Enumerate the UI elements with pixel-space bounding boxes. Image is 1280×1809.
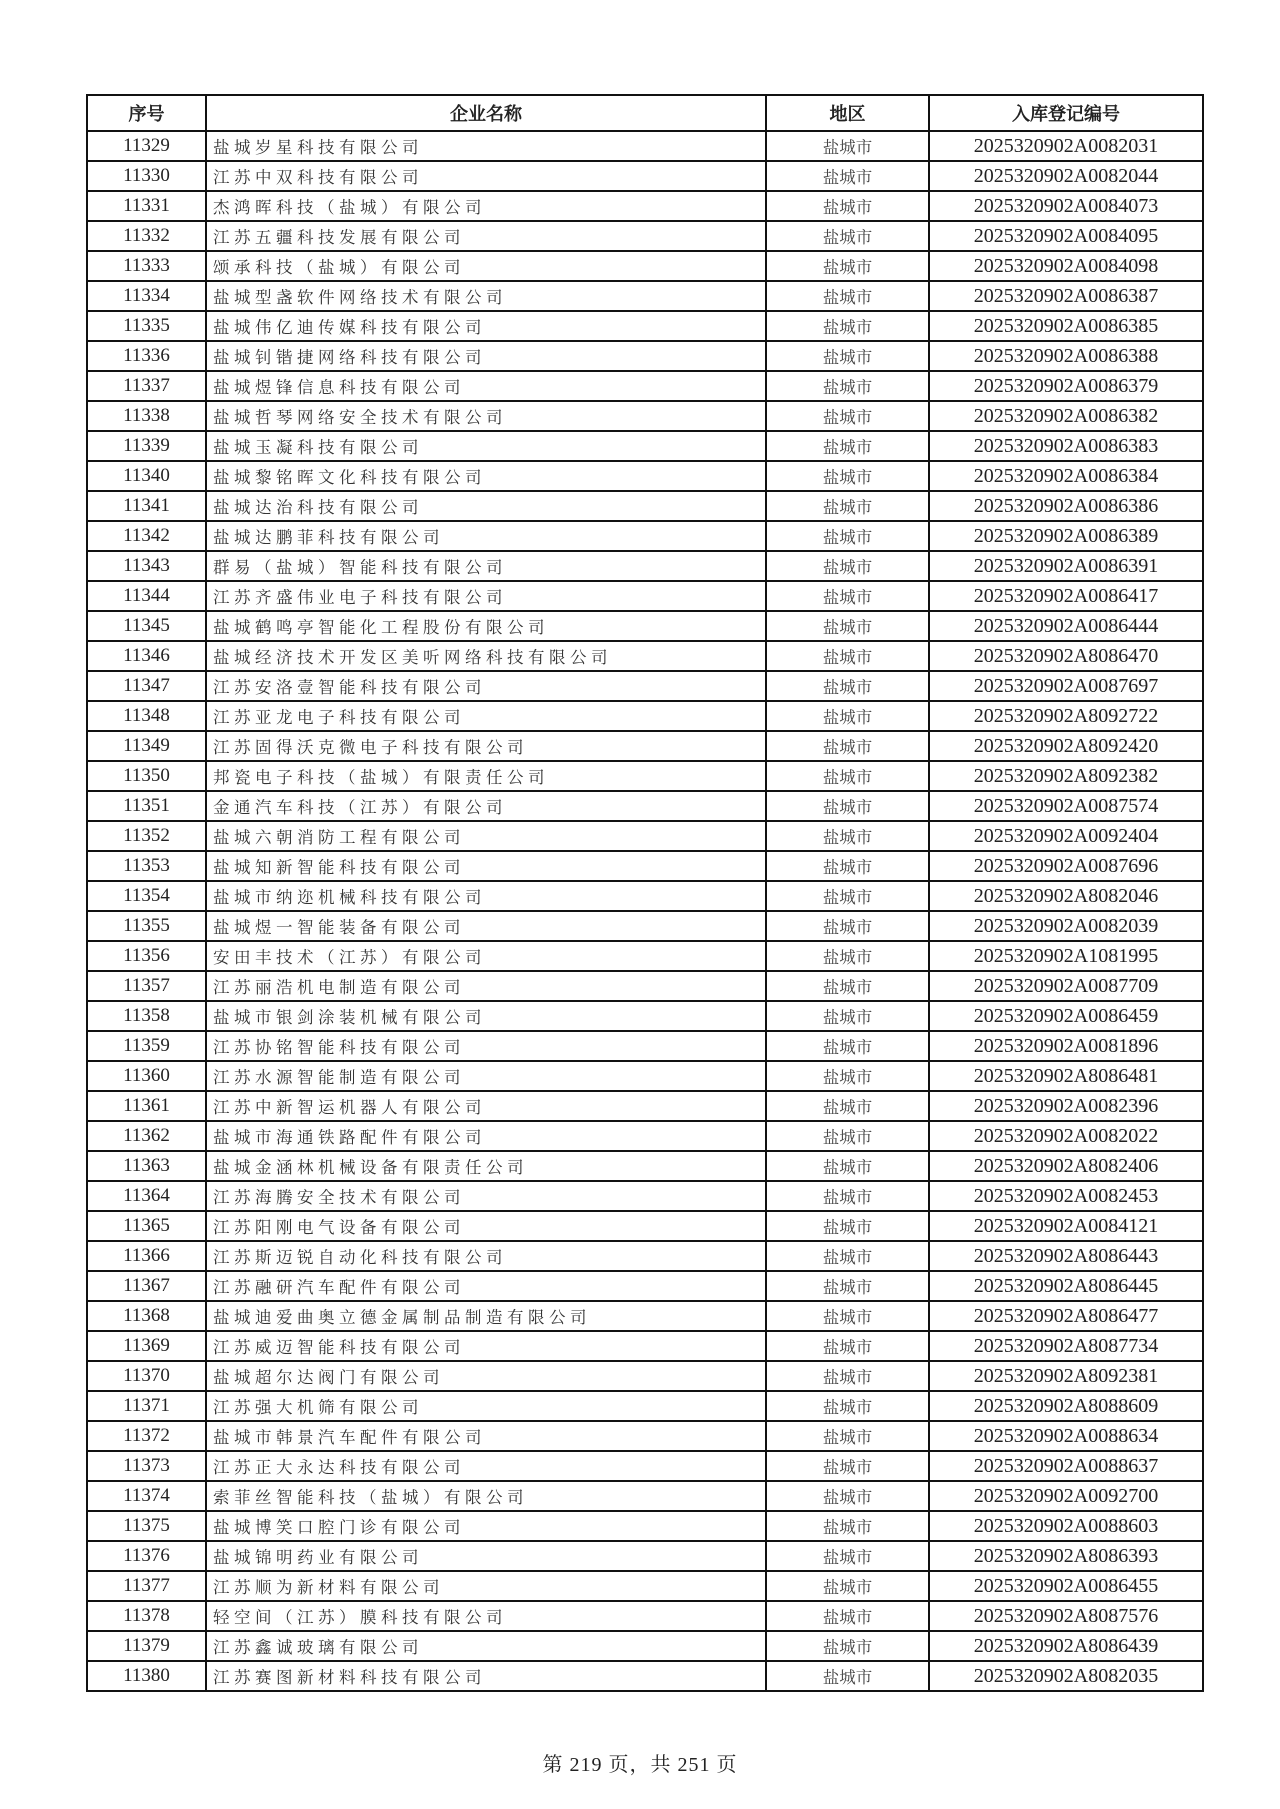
registration-number: 2025320902A0082039 (929, 911, 1203, 941)
company-name: 盐城玉凝科技有限公司 (206, 431, 766, 461)
row-index: 11360 (87, 1061, 206, 1091)
table-row (87, 1331, 1203, 1361)
region: 盐城市 (766, 671, 929, 701)
region: 盐城市 (766, 461, 929, 491)
table-row (87, 1541, 1203, 1571)
registration-number: 2025320902A8086439 (929, 1631, 1203, 1661)
company-name: 盐城锦明药业有限公司 (206, 1541, 766, 1571)
company-name: 盐城伟亿迪传媒科技有限公司 (206, 311, 766, 341)
registration-number: 2025320902A0082044 (929, 161, 1203, 191)
registration-number: 2025320902A0086459 (929, 1001, 1203, 1031)
region: 盐城市 (766, 431, 929, 461)
table-row (87, 611, 1203, 641)
table-row (87, 1301, 1203, 1331)
table-row (87, 1061, 1203, 1091)
region: 盐城市 (766, 1361, 929, 1391)
row-index: 11375 (87, 1511, 206, 1541)
table-row (87, 1091, 1203, 1121)
region: 盐城市 (766, 251, 929, 281)
region: 盐城市 (766, 551, 929, 581)
registration-number: 2025320902A8082035 (929, 1661, 1203, 1691)
region: 盐城市 (766, 1421, 929, 1451)
registration-number: 2025320902A0086385 (929, 311, 1203, 341)
registration-number: 2025320902A0092404 (929, 821, 1203, 851)
company-name: 江苏强大机筛有限公司 (206, 1391, 766, 1421)
table-row (87, 641, 1203, 671)
row-index: 11336 (87, 341, 206, 371)
table-row (87, 401, 1203, 431)
region: 盐城市 (766, 521, 929, 551)
registration-number: 2025320902A8086477 (929, 1301, 1203, 1331)
header-company-name: 企业名称 (206, 95, 766, 131)
region: 盐城市 (766, 1181, 929, 1211)
registration-number: 2025320902A0087709 (929, 971, 1203, 1001)
company-name: 江苏鑫诚玻璃有限公司 (206, 1631, 766, 1661)
registration-number: 2025320902A0086383 (929, 431, 1203, 461)
row-index: 11380 (87, 1661, 206, 1691)
region: 盐城市 (766, 1061, 929, 1091)
row-index: 11361 (87, 1091, 206, 1121)
row-index: 11341 (87, 491, 206, 521)
registration-number: 2025320902A8086443 (929, 1241, 1203, 1271)
table-row (87, 1421, 1203, 1451)
company-name: 江苏五疆科技发展有限公司 (206, 221, 766, 251)
table-row (87, 311, 1203, 341)
registration-number: 2025320902A1081995 (929, 941, 1203, 971)
region: 盐城市 (766, 1091, 929, 1121)
row-index: 11362 (87, 1121, 206, 1151)
table-row (87, 1451, 1203, 1481)
table-row (87, 1601, 1203, 1631)
registration-number: 2025320902A8092722 (929, 701, 1203, 731)
table-row (87, 131, 1203, 161)
row-index: 11352 (87, 821, 206, 851)
table-body (87, 131, 1203, 1691)
registration-number: 2025320902A0086388 (929, 341, 1203, 371)
row-index: 11356 (87, 941, 206, 971)
registration-number: 2025320902A0086455 (929, 1571, 1203, 1601)
row-index: 11346 (87, 641, 206, 671)
table-row (87, 1151, 1203, 1181)
registration-number: 2025320902A0086391 (929, 551, 1203, 581)
table-row (87, 881, 1203, 911)
table-row (87, 341, 1203, 371)
row-index: 11376 (87, 1541, 206, 1571)
table-row (87, 821, 1203, 851)
region: 盐城市 (766, 821, 929, 851)
registration-number: 2025320902A0086417 (929, 581, 1203, 611)
region: 盐城市 (766, 1031, 929, 1061)
registration-number: 2025320902A8082406 (929, 1151, 1203, 1181)
registration-number: 2025320902A0088637 (929, 1451, 1203, 1481)
region: 盐城市 (766, 1121, 929, 1151)
registration-number: 2025320902A8092381 (929, 1361, 1203, 1391)
table-row (87, 761, 1203, 791)
company-name: 江苏齐盛伟业电子科技有限公司 (206, 581, 766, 611)
registration-number: 2025320902A0082022 (929, 1121, 1203, 1151)
table-row (87, 1241, 1203, 1271)
table-row (87, 251, 1203, 281)
registration-number: 2025320902A0086389 (929, 521, 1203, 551)
region: 盐城市 (766, 1661, 929, 1691)
company-name: 盐城鹤鸣亭智能化工程股份有限公司 (206, 611, 766, 641)
company-name: 江苏融研汽车配件有限公司 (206, 1271, 766, 1301)
company-name: 江苏顺为新材料有限公司 (206, 1571, 766, 1601)
table-row (87, 491, 1203, 521)
registration-number: 2025320902A0086386 (929, 491, 1203, 521)
row-index: 11345 (87, 611, 206, 641)
row-index: 11338 (87, 401, 206, 431)
region: 盐城市 (766, 1001, 929, 1031)
company-name: 江苏威迈智能科技有限公司 (206, 1331, 766, 1361)
header-registration-number: 入库登记编号 (929, 95, 1203, 131)
company-name: 盐城金涵林机械设备有限责任公司 (206, 1151, 766, 1181)
region: 盐城市 (766, 1211, 929, 1241)
registration-number: 2025320902A8086393 (929, 1541, 1203, 1571)
registration-number: 2025320902A0088634 (929, 1421, 1203, 1451)
company-name: 杰鸿晖科技（盐城）有限公司 (206, 191, 766, 221)
row-index: 11369 (87, 1331, 206, 1361)
region: 盐城市 (766, 971, 929, 1001)
row-index: 11334 (87, 281, 206, 311)
region: 盐城市 (766, 191, 929, 221)
region: 盐城市 (766, 221, 929, 251)
table-row (87, 1661, 1203, 1691)
row-index: 11373 (87, 1451, 206, 1481)
company-name: 颂承科技（盐城）有限公司 (206, 251, 766, 281)
row-index: 11335 (87, 311, 206, 341)
header-region: 地区 (766, 95, 929, 131)
company-name: 轻空间（江苏）膜科技有限公司 (206, 1601, 766, 1631)
region: 盐城市 (766, 1391, 929, 1421)
table-row (87, 161, 1203, 191)
region: 盐城市 (766, 641, 929, 671)
region: 盐城市 (766, 341, 929, 371)
region: 盐城市 (766, 1631, 929, 1661)
table-row (87, 1001, 1203, 1031)
table-row (87, 581, 1203, 611)
registration-number: 2025320902A0086444 (929, 611, 1203, 641)
registration-number: 2025320902A0081896 (929, 1031, 1203, 1061)
company-name: 江苏阳刚电气设备有限公司 (206, 1211, 766, 1241)
region: 盐城市 (766, 1541, 929, 1571)
registration-number: 2025320902A8092382 (929, 761, 1203, 791)
table-row (87, 461, 1203, 491)
company-name: 江苏丽浩机电制造有限公司 (206, 971, 766, 1001)
registration-number: 2025320902A0082031 (929, 131, 1203, 161)
row-index: 11329 (87, 131, 206, 161)
table-header-row (87, 95, 1203, 131)
company-name: 盐城超尔达阀门有限公司 (206, 1361, 766, 1391)
row-index: 11349 (87, 731, 206, 761)
registration-number: 2025320902A0088603 (929, 1511, 1203, 1541)
company-name: 盐城经济技术开发区美听网络科技有限公司 (206, 641, 766, 671)
company-name: 江苏斯迈锐自动化科技有限公司 (206, 1241, 766, 1271)
region: 盐城市 (766, 281, 929, 311)
registration-number: 2025320902A0087697 (929, 671, 1203, 701)
company-name: 邦瓷电子科技（盐城）有限责任公司 (206, 761, 766, 791)
company-name: 盐城黎铭晖文化科技有限公司 (206, 461, 766, 491)
company-name: 群易（盐城）智能科技有限公司 (206, 551, 766, 581)
company-name: 盐城达鹏菲科技有限公司 (206, 521, 766, 551)
company-name: 盐城钊锴捷网络科技有限公司 (206, 341, 766, 371)
region: 盐城市 (766, 1301, 929, 1331)
row-index: 11348 (87, 701, 206, 731)
company-name: 江苏水源智能制造有限公司 (206, 1061, 766, 1091)
company-name: 江苏中新智运机器人有限公司 (206, 1091, 766, 1121)
table-row (87, 521, 1203, 551)
table-row (87, 791, 1203, 821)
row-index: 11344 (87, 581, 206, 611)
table-row (87, 1391, 1203, 1421)
company-name: 江苏正大永达科技有限公司 (206, 1451, 766, 1481)
row-index: 11355 (87, 911, 206, 941)
page-number: 第 219 页，共 251 页 (542, 1754, 738, 1776)
table-row (87, 1031, 1203, 1061)
region: 盐城市 (766, 761, 929, 791)
company-name: 盐城市银剑涂装机械有限公司 (206, 1001, 766, 1031)
row-index: 11379 (87, 1631, 206, 1661)
table-row (87, 1481, 1203, 1511)
row-index: 11371 (87, 1391, 206, 1421)
row-index: 11357 (87, 971, 206, 1001)
registration-number: 2025320902A8086445 (929, 1271, 1203, 1301)
table-row (87, 851, 1203, 881)
registration-number: 2025320902A0092700 (929, 1481, 1203, 1511)
region: 盐城市 (766, 851, 929, 881)
row-index: 11359 (87, 1031, 206, 1061)
row-index: 11351 (87, 791, 206, 821)
table-row (87, 731, 1203, 761)
table-row (87, 1181, 1203, 1211)
company-name: 盐城市纳迩机械科技有限公司 (206, 881, 766, 911)
table-row (87, 1271, 1203, 1301)
row-index: 11342 (87, 521, 206, 551)
table-row (87, 1121, 1203, 1151)
row-index: 11358 (87, 1001, 206, 1031)
region: 盐城市 (766, 1481, 929, 1511)
company-name: 江苏赛图新材料科技有限公司 (206, 1661, 766, 1691)
table-row (87, 221, 1203, 251)
region: 盐城市 (766, 1451, 929, 1481)
company-name: 江苏固得沃克微电子科技有限公司 (206, 731, 766, 761)
registration-number: 2025320902A0086384 (929, 461, 1203, 491)
company-name: 盐城型盏软件网络技术有限公司 (206, 281, 766, 311)
region: 盐城市 (766, 791, 929, 821)
registration-number: 2025320902A0084121 (929, 1211, 1203, 1241)
table-row (87, 671, 1203, 701)
region: 盐城市 (766, 1571, 929, 1601)
registration-number: 2025320902A0086379 (929, 371, 1203, 401)
table-row (87, 1361, 1203, 1391)
company-name: 盐城哲琴网络安全技术有限公司 (206, 401, 766, 431)
row-index: 11377 (87, 1571, 206, 1601)
row-index: 11378 (87, 1601, 206, 1631)
region: 盐城市 (766, 1271, 929, 1301)
company-name: 盐城达治科技有限公司 (206, 491, 766, 521)
company-name: 索菲丝智能科技（盐城）有限公司 (206, 1481, 766, 1511)
company-name: 盐城煜一智能装备有限公司 (206, 911, 766, 941)
row-index: 11331 (87, 191, 206, 221)
region: 盐城市 (766, 491, 929, 521)
company-name: 盐城博笑口腔门诊有限公司 (206, 1511, 766, 1541)
table-row (87, 1571, 1203, 1601)
table-row (87, 551, 1203, 581)
company-name: 盐城煜锋信息科技有限公司 (206, 371, 766, 401)
row-index: 11372 (87, 1421, 206, 1451)
row-index: 11333 (87, 251, 206, 281)
company-name: 金通汽车科技（江苏）有限公司 (206, 791, 766, 821)
company-name: 江苏亚龙电子科技有限公司 (206, 701, 766, 731)
region: 盐城市 (766, 1601, 929, 1631)
table-row (87, 371, 1203, 401)
row-index: 11340 (87, 461, 206, 491)
row-index: 11330 (87, 161, 206, 191)
registration-number: 2025320902A8087734 (929, 1331, 1203, 1361)
table-row (87, 1631, 1203, 1661)
table-row (87, 431, 1203, 461)
registration-number: 2025320902A8086481 (929, 1061, 1203, 1091)
registration-number: 2025320902A0084095 (929, 221, 1203, 251)
region: 盐城市 (766, 941, 929, 971)
company-name: 江苏协铭智能科技有限公司 (206, 1031, 766, 1061)
region: 盐城市 (766, 731, 929, 761)
registration-number: 2025320902A8086470 (929, 641, 1203, 671)
company-name: 江苏中双科技有限公司 (206, 161, 766, 191)
row-index: 11367 (87, 1271, 206, 1301)
registration-number: 2025320902A8087576 (929, 1601, 1203, 1631)
region: 盐城市 (766, 701, 929, 731)
table-row (87, 1211, 1203, 1241)
registration-number: 2025320902A8082046 (929, 881, 1203, 911)
registration-number: 2025320902A8088609 (929, 1391, 1203, 1421)
company-name: 盐城市韩景汽车配件有限公司 (206, 1421, 766, 1451)
region: 盐城市 (766, 371, 929, 401)
region: 盐城市 (766, 131, 929, 161)
region: 盐城市 (766, 401, 929, 431)
row-index: 11366 (87, 1241, 206, 1271)
region: 盐城市 (766, 311, 929, 341)
header-index: 序号 (87, 95, 206, 131)
registration-number: 2025320902A0082396 (929, 1091, 1203, 1121)
row-index: 11365 (87, 1211, 206, 1241)
row-index: 11347 (87, 671, 206, 701)
region: 盐城市 (766, 1151, 929, 1181)
region: 盐城市 (766, 1241, 929, 1271)
row-index: 11363 (87, 1151, 206, 1181)
row-index: 11337 (87, 371, 206, 401)
row-index: 11343 (87, 551, 206, 581)
row-index: 11332 (87, 221, 206, 251)
enterprise-table (86, 94, 1204, 1692)
table-row (87, 191, 1203, 221)
company-name: 盐城六朝消防工程有限公司 (206, 821, 766, 851)
table-row (87, 281, 1203, 311)
row-index: 11370 (87, 1361, 206, 1391)
registration-number: 2025320902A0086387 (929, 281, 1203, 311)
company-name: 盐城知新智能科技有限公司 (206, 851, 766, 881)
row-index: 11353 (87, 851, 206, 881)
region: 盐城市 (766, 911, 929, 941)
table-row (87, 941, 1203, 971)
company-name: 江苏安洛壹智能科技有限公司 (206, 671, 766, 701)
table-row (87, 911, 1203, 941)
registration-number: 2025320902A8092420 (929, 731, 1203, 761)
registration-number: 2025320902A0087696 (929, 851, 1203, 881)
registration-number: 2025320902A0084098 (929, 251, 1203, 281)
row-index: 11364 (87, 1181, 206, 1211)
table-row (87, 1511, 1203, 1541)
row-index: 11374 (87, 1481, 206, 1511)
row-index: 11368 (87, 1301, 206, 1331)
row-index: 11354 (87, 881, 206, 911)
registration-number: 2025320902A0082453 (929, 1181, 1203, 1211)
region: 盐城市 (766, 581, 929, 611)
company-name: 盐城岁星科技有限公司 (206, 131, 766, 161)
registration-number: 2025320902A0086382 (929, 401, 1203, 431)
row-index: 11350 (87, 761, 206, 791)
region: 盐城市 (766, 161, 929, 191)
table-row (87, 971, 1203, 1001)
region: 盐城市 (766, 1331, 929, 1361)
registration-number: 2025320902A0084073 (929, 191, 1203, 221)
region: 盐城市 (766, 1511, 929, 1541)
region: 盐城市 (766, 611, 929, 641)
row-index: 11339 (87, 431, 206, 461)
company-name: 盐城迪爱曲奥立德金属制品制造有限公司 (206, 1301, 766, 1331)
table-row (87, 701, 1203, 731)
registration-number: 2025320902A0087574 (929, 791, 1203, 821)
company-name: 江苏海腾安全技术有限公司 (206, 1181, 766, 1211)
company-name: 盐城市海通铁路配件有限公司 (206, 1121, 766, 1151)
region: 盐城市 (766, 881, 929, 911)
company-name: 安田丰技术（江苏）有限公司 (206, 941, 766, 971)
